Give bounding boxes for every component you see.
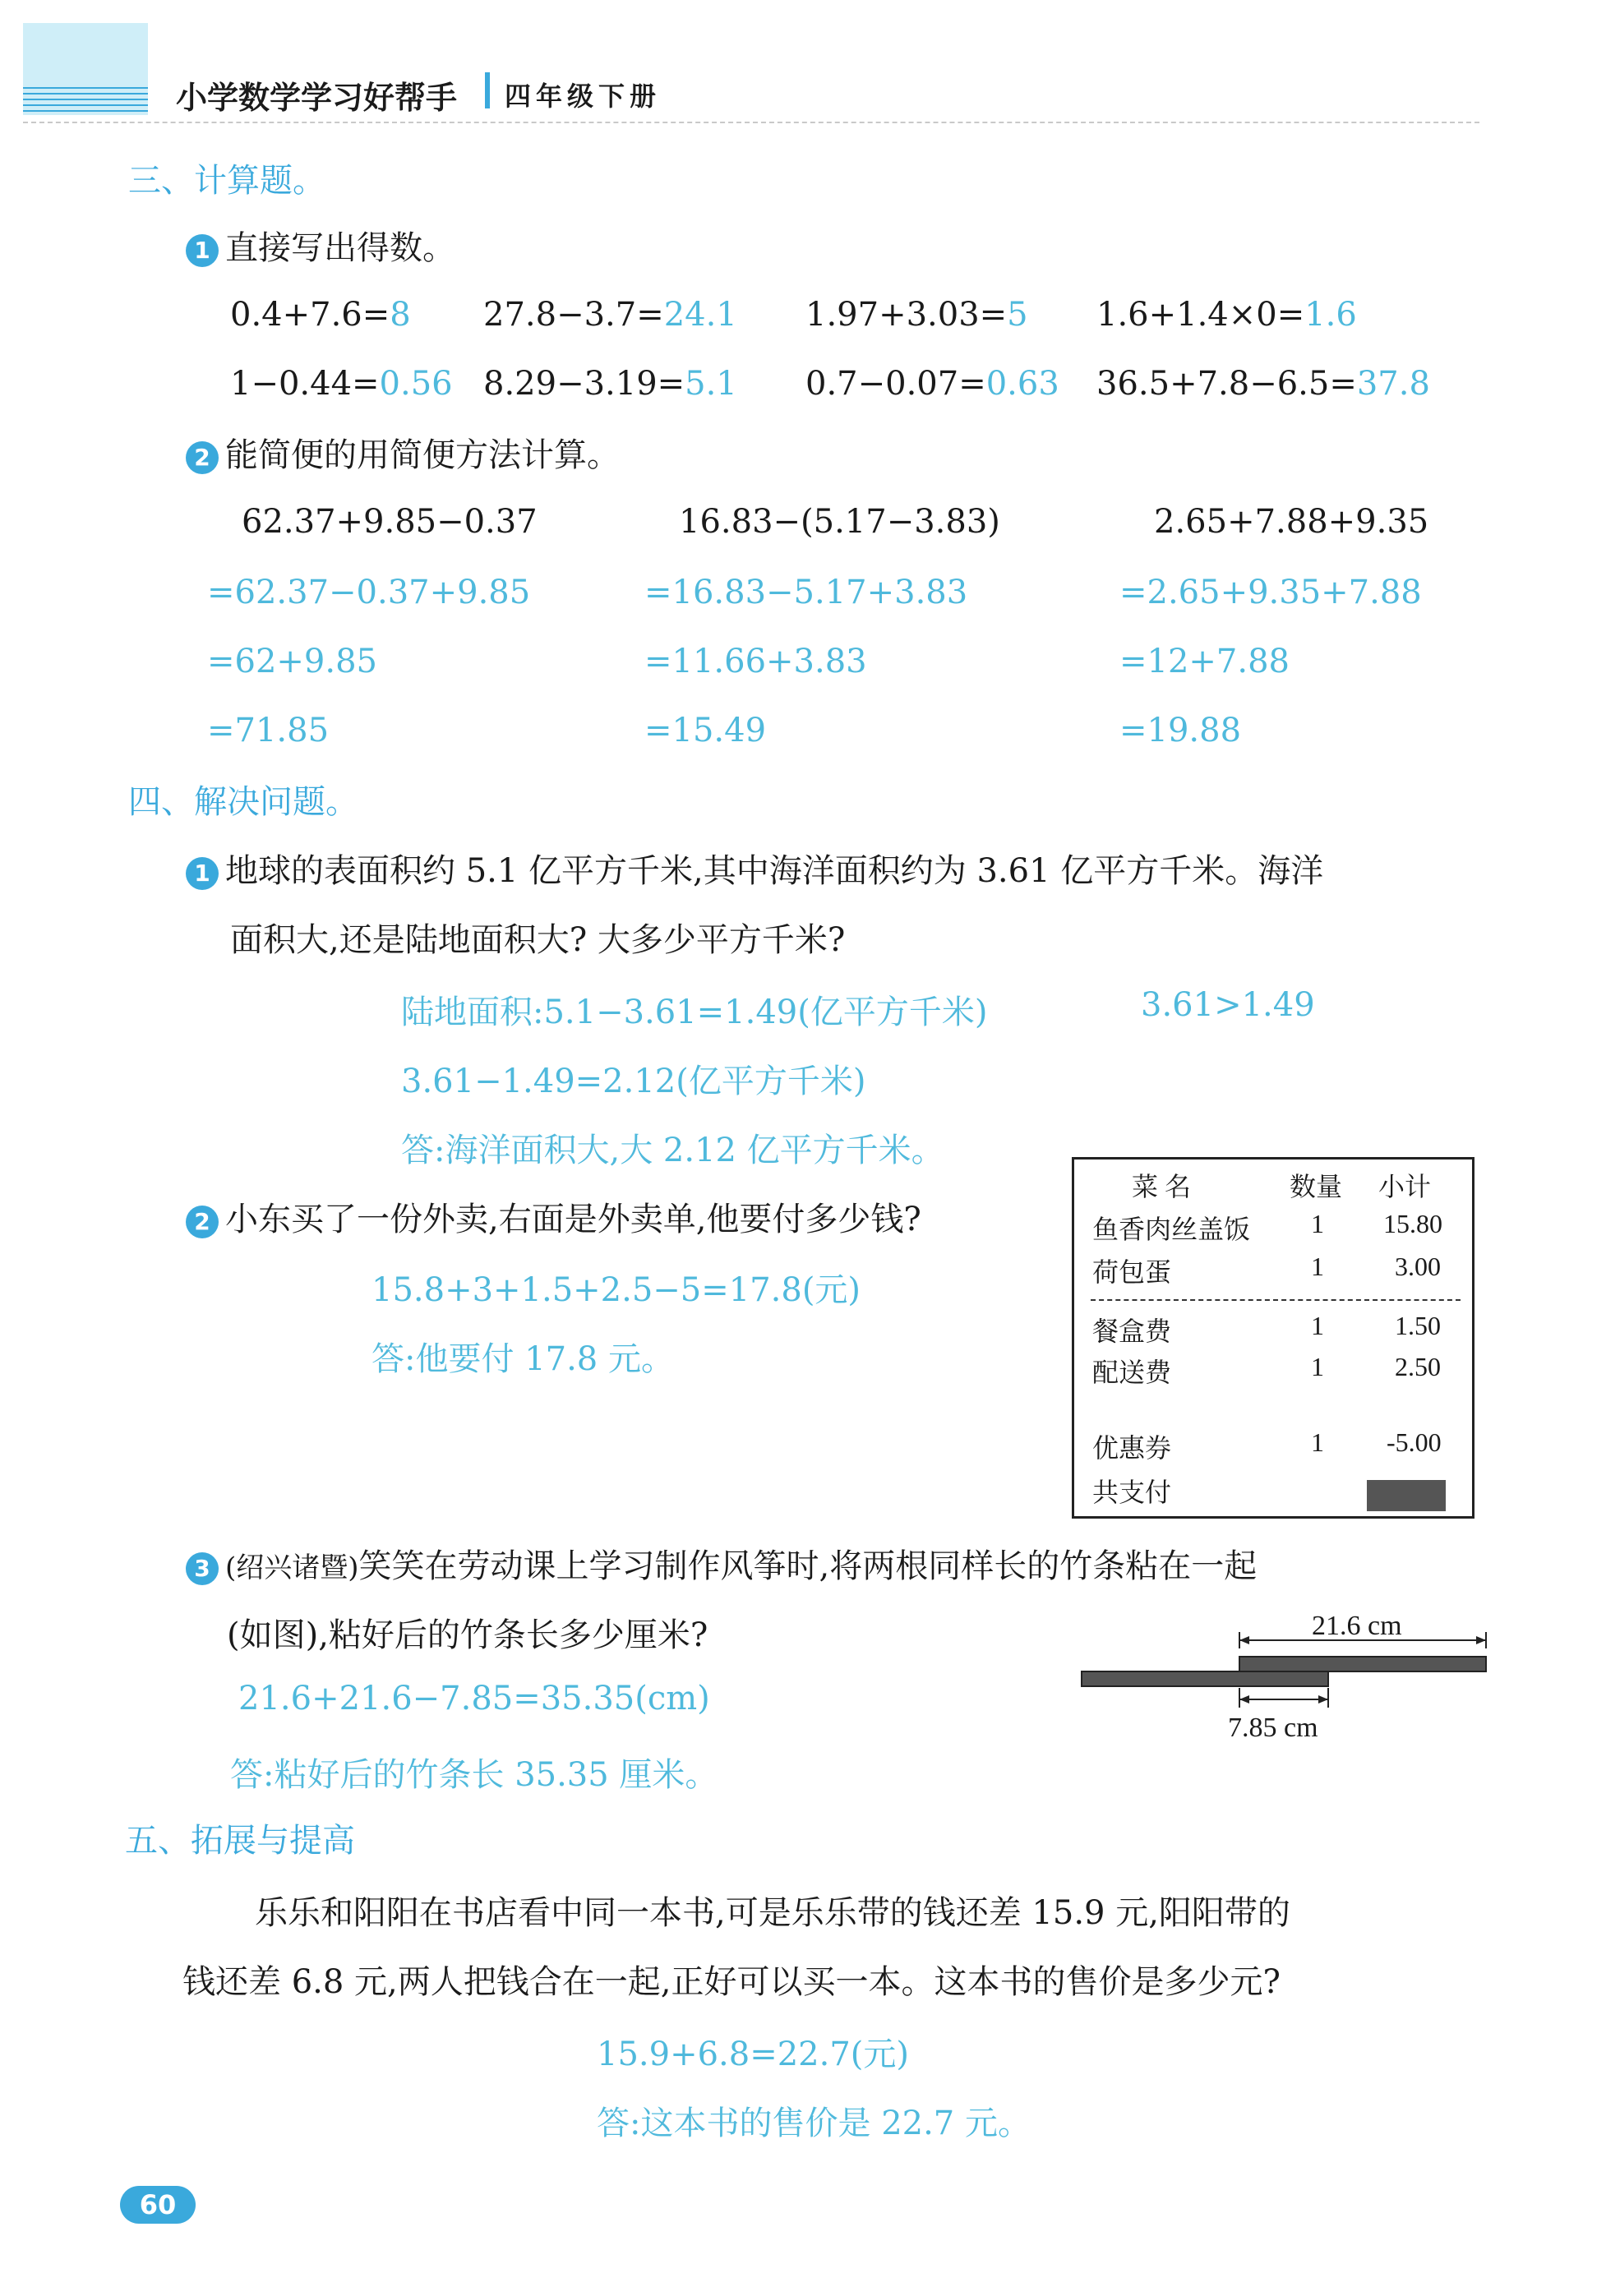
calc-item: 0.4+7.6=8	[230, 296, 411, 334]
simplify-step: =71.85	[207, 712, 330, 749]
calc-item: 36.5+7.8−6.5=37.8	[1096, 365, 1430, 403]
receipt-row: 荷包蛋 1 3.00	[1092, 1252, 1441, 1287]
s4-q1-conclusion: 答:海洋面积大,大 2.12 亿平方千米。	[401, 1132, 944, 1169]
receipt-row: 鱼香肉丝盖饭 1 15.80	[1092, 1209, 1442, 1244]
calc-item: 0.7−0.07=0.63	[805, 365, 1059, 403]
simplify-expr: 16.83−(5.17−3.83)	[679, 503, 1000, 541]
section-5-title: 五、拓展与提高	[125, 1822, 355, 1860]
s3-q2-text: 能简便的用简便方法计算。	[225, 436, 620, 474]
s4-q3-line2: (如图),粘好后的竹条长多少厘米?	[227, 1616, 708, 1654]
s4-q2-conclusion: 答:他要付 17.8 元。	[372, 1340, 674, 1378]
book-title: 小学数学学习好帮手	[176, 80, 458, 116]
s5-line1: 乐乐和阳阳在书店看中同一本书,可是乐乐带的钱还差 15.9 元,阳阳带的	[255, 1894, 1290, 1932]
receipt-header: 菜 名 数量 小计	[1132, 1172, 1432, 1201]
s4-q1-line2: 面积大,还是陆地面积大? 大多少平方千米?	[230, 921, 846, 959]
calc-item: 1.6+1.4×0=1.6	[1096, 296, 1357, 334]
figure-overlap-label: 7.85 cm	[1228, 1713, 1318, 1743]
header-stripes	[23, 87, 148, 115]
simplify-step: =16.83−5.17+3.83	[644, 574, 968, 611]
simplify-step: =19.88	[1119, 712, 1242, 749]
simplify-expr: 2.65+7.88+9.35	[1154, 503, 1429, 541]
s4-q1-number: 1	[186, 857, 219, 890]
s3-q1	[186, 222, 455, 269]
s5-conclusion: 答:这本书的售价是 22.7 元。	[597, 2105, 1031, 2142]
receipt-row: 配送费 1 2.50	[1092, 1352, 1441, 1387]
s4-q2-answer: 15.8+3+1.5+2.5−5=17.8(元)	[372, 1271, 861, 1309]
simplify-expr: 62.37+9.85−0.37	[242, 503, 538, 541]
simplify-step: =11.66+3.83	[644, 643, 867, 680]
s4-q3-line1: 3 (绍兴诸暨)笑笑在劳动课上学习制作风筝时,将两根同样长的竹条粘在一起	[186, 1540, 1257, 1587]
s5-line2: 钱还差 6.8 元,两人把钱合在一起,正好可以买一本。这本书的售价是多少元?	[182, 1963, 1281, 2001]
redacted-total	[1367, 1480, 1446, 1511]
section-4-title: 四、解决问题。	[128, 783, 358, 821]
s4-q3-conclusion: 答:粘好后的竹条长 35.35 厘米。	[230, 1756, 718, 1794]
s4-q2-number: 2	[186, 1206, 219, 1238]
calc-item: 8.29−3.19=5.1	[483, 365, 737, 403]
s4-q1-answer: 陆地面积:5.1−3.61=1.49(亿平方千米)	[401, 994, 988, 1031]
calc-item: 1.97+3.03=5	[805, 296, 1028, 334]
page-number: 60	[120, 2186, 196, 2224]
simplify-step: =12+7.88	[1119, 643, 1290, 680]
s3-q2-number: 2	[186, 441, 219, 474]
s3-q1-number: 1	[186, 234, 219, 267]
grade-label: 四年级下册	[505, 81, 662, 112]
s4-q3-number: 3	[186, 1552, 219, 1585]
takeout-receipt	[1072, 1157, 1474, 1519]
s5-answer: 15.9+6.8=22.7(元)	[597, 2036, 909, 2073]
simplify-step: =15.49	[644, 712, 767, 749]
s4-q1-compare: 3.61>1.49	[1141, 986, 1315, 1024]
simplify-step: =62+9.85	[207, 643, 377, 680]
s4-q2: 2 小东买了一份外卖,右面是外卖单,他要付多少钱?	[186, 1193, 921, 1240]
simplify-step: =2.65+9.35+7.88	[1119, 574, 1422, 611]
receipt-row: 优惠券 1 -5.00	[1092, 1427, 1442, 1463]
figure-length-label: 21.6 cm	[1312, 1611, 1402, 1641]
title-divider	[485, 72, 490, 108]
s4-q1-line1: 1 地球的表面积约 5.1 亿平方千米,其中海洋面积约为 3.61 亿平方千米。海洋	[186, 845, 1323, 892]
calc-item: 27.8−3.7=24.1	[483, 296, 737, 334]
s3-q2	[186, 429, 620, 476]
simplify-step: =62.37−0.37+9.85	[207, 574, 531, 611]
section-3-title: 三、计算题。	[128, 162, 325, 200]
calc-item: 1−0.44=0.56	[230, 365, 453, 403]
receipt-row: 共支付	[1092, 1478, 1172, 1507]
receipt-divider	[1091, 1299, 1461, 1301]
s4-q3-answer: 21.6+21.6−7.85=35.35(cm)	[238, 1680, 710, 1717]
s4-q1-answer: 3.61−1.49=2.12(亿平方千米)	[401, 1063, 866, 1100]
header-dotted-rule	[23, 122, 1479, 123]
receipt-row: 餐盒费 1 1.50	[1092, 1311, 1441, 1346]
s3-q1-text: 直接写出得数。	[225, 229, 455, 267]
